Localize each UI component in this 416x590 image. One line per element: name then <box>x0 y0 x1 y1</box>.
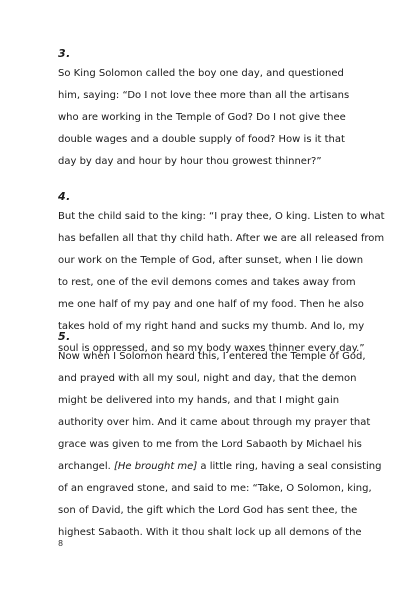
section-number-5: 5. <box>58 330 71 343</box>
paragraph-line: might be delivered into my hands, and that I might gain <box>58 395 340 406</box>
paragraph-line: authority over him. And it came about through my prayer that <box>58 417 371 428</box>
paragraph-line: to rest, one of the evil demons comes and takes away from <box>58 277 356 288</box>
paragraph-line: But the child said to the king: “I pray thee, O king. Listen to what <box>58 211 385 222</box>
paragraph-line: who are working in the Temple of God? Do I not give thee <box>58 112 346 123</box>
paragraph-line: him, saying: “Do I not love thee more than all the artisans <box>58 90 350 101</box>
paragraph-line: So King Solomon called the boy one day, and questioned <box>58 68 344 79</box>
document-page <box>58 0 385 590</box>
paragraph-line: grace was given to me from the Lord Sabaoth by Michael his <box>58 439 362 450</box>
paragraph-line: son of David, the gift which the Lord God has sent thee, the <box>58 505 358 516</box>
line-text: a little ring, having a seal consisting <box>200 461 382 472</box>
paragraph-line: has befallen all that thy child hath. After we are all released from <box>58 233 385 244</box>
line-text: archangel. <box>58 461 114 472</box>
paragraph-line: Now when I Solomon heard this, I entered the Temple of God, <box>58 351 366 362</box>
paragraph-line: and prayed with all my soul, night and day, that the demon <box>58 373 357 384</box>
paragraph-line: takes hold of my right hand and sucks my thumb. And lo, my <box>58 321 365 332</box>
section-number-3: 3. <box>58 47 71 60</box>
paragraph-line: soul is oppressed, and so my body waxes thinner every day.” <box>58 343 365 354</box>
section-number-4: 4. <box>58 190 71 203</box>
paragraph-line: of an engraved stone, and said to me: “Take, O Solomon, king, <box>58 483 372 494</box>
paragraph-line: day by day and hour by hour thou growest thinner?” <box>58 156 322 167</box>
italic-insert: [He brought me] <box>113 461 198 472</box>
paragraph-line: double wages and a double supply of food? How is it that <box>58 134 345 145</box>
paragraph-line-with-italic <box>58 460 381 473</box>
paragraph-line: our work on the Temple of God, after sunset, when I lie down <box>58 255 364 266</box>
page-number: 8 <box>58 539 64 548</box>
paragraph-line: highest Sabaoth. With it thou shalt lock up all demons of the <box>58 527 362 538</box>
paragraph-line: me one half of my pay and one half of my food. Then he also <box>58 299 364 310</box>
